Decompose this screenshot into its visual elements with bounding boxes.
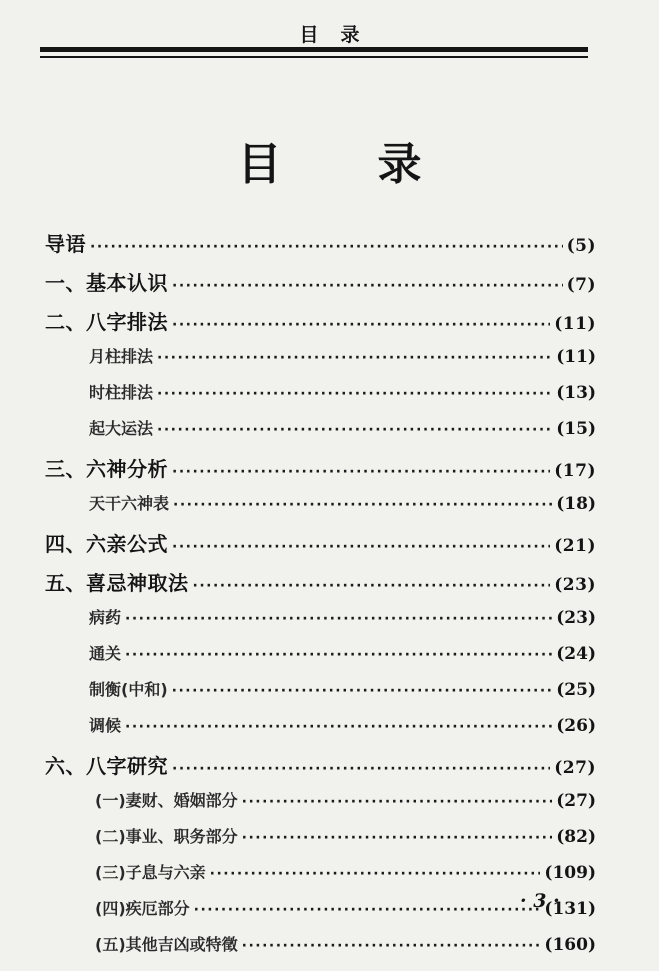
toc-entry-title: 五、喜忌神取法 — [45, 571, 189, 595]
dot-leader — [173, 498, 552, 512]
dot-leader — [242, 795, 553, 809]
toc-entry-section[interactable] — [45, 897, 596, 933]
dot-leader — [172, 762, 550, 776]
toc-entry-page: (15) — [556, 419, 596, 439]
toc-entry-page: (82) — [556, 827, 596, 847]
toc-entry-page: (23) — [554, 575, 596, 595]
dot-leader — [90, 240, 563, 254]
toc-entry-page: (27) — [556, 791, 596, 811]
toc-entry-section[interactable] — [45, 933, 596, 969]
toc-entry-page: (18) — [556, 494, 596, 514]
dot-leader — [172, 318, 550, 332]
toc-entry-section[interactable] — [45, 606, 596, 642]
header-rule-thin — [40, 56, 588, 58]
toc-entry-title: (五)其他吉凶或特徵 — [95, 935, 238, 954]
toc-entry-section[interactable] — [45, 789, 596, 825]
toc-entry-intro[interactable] — [45, 228, 596, 267]
dot-leader — [157, 387, 552, 401]
toc-entry-title: (一)妻财、婚姻部分 — [95, 791, 238, 810]
dot-leader — [125, 648, 552, 662]
dot-leader — [242, 831, 553, 845]
toc-entry-title: (二)事业、职务部分 — [95, 827, 238, 846]
toc-entry-page: (5) — [566, 236, 596, 256]
toc-entry-page: (109) — [544, 863, 596, 883]
toc-entry-section[interactable] — [45, 345, 596, 381]
toc-entry-chapter-2[interactable] — [45, 306, 596, 345]
dot-leader — [210, 867, 541, 881]
dot-leader — [172, 279, 563, 293]
dot-leader — [172, 684, 553, 698]
toc-entry-title: 月柱排法 — [89, 347, 154, 366]
toc-entry-page: (25) — [556, 680, 596, 700]
toc-entry-title: 六、八字研究 — [45, 754, 168, 778]
dot-leader — [193, 579, 551, 593]
dot-leader — [157, 423, 552, 437]
toc-entry-page: (24) — [556, 644, 596, 664]
page-number: · 3 · — [520, 890, 560, 912]
toc-entry-title: 三、六神分析 — [45, 457, 168, 481]
table-of-contents — [45, 228, 596, 969]
toc-entry-chapter-3[interactable] — [45, 453, 596, 492]
dot-leader — [172, 540, 550, 554]
dot-leader — [242, 939, 541, 953]
header-rule-thick — [40, 47, 588, 52]
toc-entry-page: (13) — [556, 383, 596, 403]
toc-entry-title: 一、基本认识 — [45, 271, 168, 295]
toc-entry-title: (四)疾厄部分 — [95, 899, 190, 918]
dot-leader — [125, 612, 552, 626]
toc-entry-section[interactable] — [45, 678, 596, 714]
toc-entry-section[interactable] — [45, 642, 596, 678]
toc-entry-title: 导语 — [45, 232, 86, 256]
toc-entry-title: 天干六神表 — [89, 494, 170, 513]
toc-entry-page: (7) — [566, 275, 596, 295]
toc-entry-title: 通关 — [89, 644, 122, 663]
dot-leader — [172, 465, 550, 479]
dot-leader — [157, 351, 552, 365]
toc-entry-title: 时柱排法 — [89, 383, 154, 402]
toc-entry-section[interactable] — [45, 825, 596, 861]
toc-entry-page: (26) — [556, 716, 596, 736]
toc-entry-page: (11) — [554, 314, 596, 334]
toc-entry-page: (17) — [554, 461, 596, 481]
toc-entry-chapter-1[interactable] — [45, 267, 596, 306]
toc-entry-title: 制衡(中和) — [89, 680, 168, 699]
toc-entry-section[interactable] — [45, 714, 596, 750]
toc-entry-title: 调候 — [89, 716, 122, 735]
toc-entry-title: 二、八字排法 — [45, 310, 168, 334]
page-title: 目录 — [237, 139, 518, 190]
toc-entry-page: (11) — [556, 347, 596, 367]
toc-entry-chapter-5[interactable] — [45, 567, 596, 606]
toc-entry-page: (160) — [544, 935, 596, 955]
toc-entry-section[interactable] — [45, 861, 596, 897]
toc-entry-title: 四、六亲公式 — [45, 532, 168, 556]
toc-entry-title: 起大运法 — [89, 419, 154, 438]
running-header: 目录 — [299, 24, 382, 46]
toc-entry-page: (131) — [544, 899, 596, 919]
toc-entry-title: 病药 — [89, 608, 122, 627]
dot-leader — [125, 720, 552, 734]
toc-entry-chapter-6[interactable] — [45, 750, 596, 789]
toc-entry-section[interactable] — [45, 492, 596, 528]
toc-entry-chapter-4[interactable] — [45, 528, 596, 567]
toc-entry-page: (23) — [556, 608, 596, 628]
toc-entry-section[interactable] — [45, 417, 596, 453]
dot-leader — [194, 903, 541, 917]
toc-entry-page: (27) — [554, 758, 596, 778]
toc-entry-page: (21) — [554, 536, 596, 556]
toc-entry-section[interactable] — [45, 381, 596, 417]
toc-entry-title: (三)子息与六亲 — [95, 863, 206, 882]
